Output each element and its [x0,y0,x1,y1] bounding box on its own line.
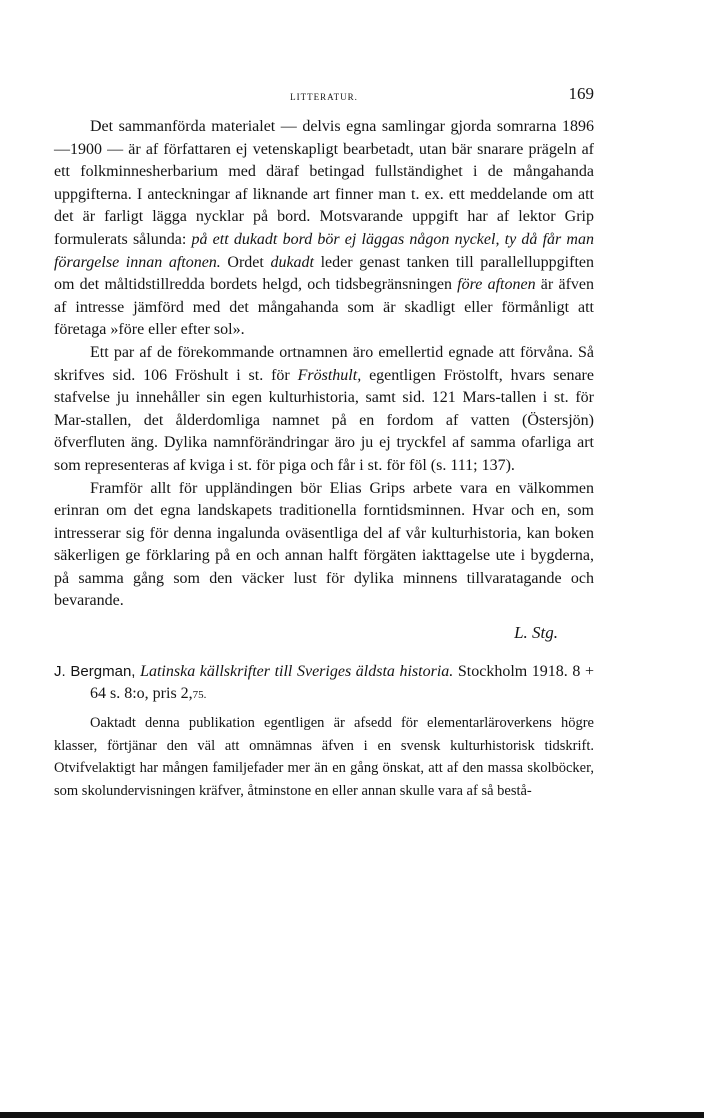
paragraph-1: Det sammanförda materialet — delvis egna samlingar gjorda somrarna 1896—1900 — är af författaren ej vetenskapligt bearbetadt, utan bär snarare prägeln af ett folkminnesherbarium med däraf betingad fullständighet i de mångahanda uppgifterna. I anteckningar af liknande art finner man t. ex. ett meddelande om att det är farligt lägga nycklar på bord. Motsvarande uppgift har af lektor Grip formulerats sålunda: på ett dukadt bord bör ej läggas någon nyckel, ty då får man förargelse innan aftonen. Ordet dukadt leder genast tanken till parallelluppgiften om det måltidstillredda bordets helgd, och tidsbegränsningen före aftonen är äfven af intresse jämförd med det mångahanda som är skadligt eller förmånligt att företaga »före eller efter sol». [54,118,594,339]
review-citation [54,661,594,706]
bottom-border [0,1112,704,1118]
review-publication: Stockholm 1918. 8 + 64 s. 8:o, pris 2, [90,663,595,703]
review-author: J. Bergman, [54,663,136,681]
paragraph-3: Framför allt för uppländingen bör Elias Grips arbete vara en välkommen erinran om det egna landskapets traditionella forntidsminnen. Hvar och en, som intresserar sig för denna ingalunda oväsentliga del af vår kulturhistoria, kan boken säkerligen ge förklaring på en och annan halft förgäten iakttagelse ute i bygderna, på samma gång som den väcker lust för dylika minnens tillvaratagande och bevarande. [54,479,594,610]
paragraph-2: Ett par af de förekommande ortnamnen äro emellertid egnade att förvåna. Så skrifves sid. 106 Fröshult i st. för Frösthult, egentligen Fröstolft, hvars senare stafvelse ju innehåller sin egen kulturhistoria, samt sid. 121 Mars-tallen i st. för Mar-stallen, det ålderdomliga namnet på en fordom af vatten (Östersjön) öfverfluten äng. Dylika namnförändringar äro ju ej tryckfel af samma ofarliga art som representeras af kviga i st. för piga och får i st. för föl (s. 111; 137). [54,343,594,474]
running-head: LITTERATUR. [290,92,358,102]
page-number: 169 [568,84,594,103]
review-signature: L. Stg. [514,623,558,643]
review-title: Latinska källskrifter till Sveriges äldsta historia. [140,663,454,681]
price-fraction: 75. [192,689,207,702]
page-header [54,84,594,108]
review-body: Oaktadt denna publikation egentligen är afsedd för elementarläroverkens högre klasser, förtjänar den väl att omnämnas äfven i en svensk kulturhistorisk tidskrift. Otvifvelaktigt har mången familjefader mer än en gång önskat, att af den massa skolböcker, som skolundervisningen kräfver, åtminstone en eller annan skulle vara af så bestå- [54,715,594,799]
body-text [54,116,594,802]
